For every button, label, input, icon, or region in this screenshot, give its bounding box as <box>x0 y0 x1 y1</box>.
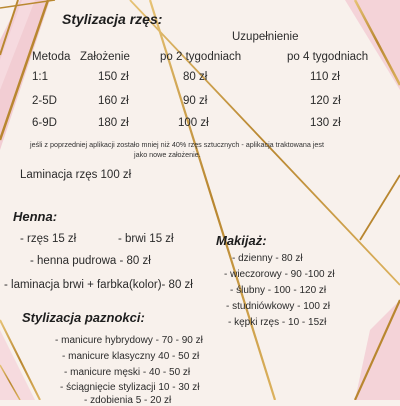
section-title-henna: Henna: <box>13 209 58 224</box>
col-header-method: Metoda <box>32 51 71 63</box>
list-item: - studniówkowy - 100 zł <box>226 301 330 312</box>
refill-heading: Uzupełnienie <box>232 31 299 43</box>
col-header-4weeks: po 4 tygodniach <box>287 51 369 63</box>
table-cell: 130 zł <box>310 117 341 129</box>
lash-lamination-price: Laminacja rzęs 100 zł <box>20 169 132 181</box>
list-item: - zdobienia 5 - 20 zł <box>84 395 172 406</box>
section-title-nails: Stylizacja paznokci: <box>22 310 145 325</box>
table-cell: 110 zł <box>310 71 340 83</box>
list-item: - manicure hybrydowy - 70 - 90 zł <box>55 335 203 346</box>
list-item: - wieczorowy - 90 -100 zł <box>224 269 335 280</box>
pink-marble-right <box>345 0 400 90</box>
table-cell: 1:1 <box>32 71 48 83</box>
pink-marble-bottom-left <box>0 330 35 400</box>
list-item: - manicure klasyczny 40 - 50 zł <box>62 351 200 362</box>
henna-powder: - henna pudrowa - 80 zł <box>30 255 151 267</box>
table-cell: 160 zł <box>98 95 129 107</box>
list-item: - kępki rzęs - 10 - 15zł <box>228 317 327 328</box>
col-header-2weeks: po 2 tygodniach <box>160 51 242 63</box>
section-title-makeup: Makijaż: <box>216 233 267 248</box>
table-cell: 80 zł <box>183 71 208 83</box>
henna-lashes: - rzęs 15 zł <box>20 233 77 245</box>
table-cell: 2-5D <box>32 95 57 107</box>
list-item: - dzienny - 80 zł <box>232 253 303 264</box>
table-cell: 6-9D <box>32 117 57 129</box>
list-item: - manicure męski - 40 - 50 zł <box>64 367 191 378</box>
table-cell: 180 zł <box>98 117 129 129</box>
brow-lamination: - laminacja brwi + farbka(kolor)- 80 zł <box>4 279 193 291</box>
table-cell: 90 zł <box>183 95 208 107</box>
section-title-lashes: Stylizacja rzęs: <box>62 11 163 27</box>
table-cell: 150 zł <box>98 71 129 83</box>
table-cell: 100 zł <box>178 117 209 129</box>
table-cell: 120 zł <box>310 95 341 107</box>
list-item: - ślubny - 100 - 120 zł <box>230 285 327 296</box>
col-header-setup: Założenie <box>80 51 130 63</box>
list-item: - ściągnięcie stylizacji 10 - 30 zł <box>60 382 200 393</box>
note-line-2: jako nowe założenie. <box>134 150 201 159</box>
henna-brows: - brwi 15 zł <box>118 233 174 245</box>
note-line-1: jeśli z poprzedniej aplikacji zostało mniej niż 40% rzęs sztucznych - aplikacja traktowana jest <box>30 140 325 149</box>
